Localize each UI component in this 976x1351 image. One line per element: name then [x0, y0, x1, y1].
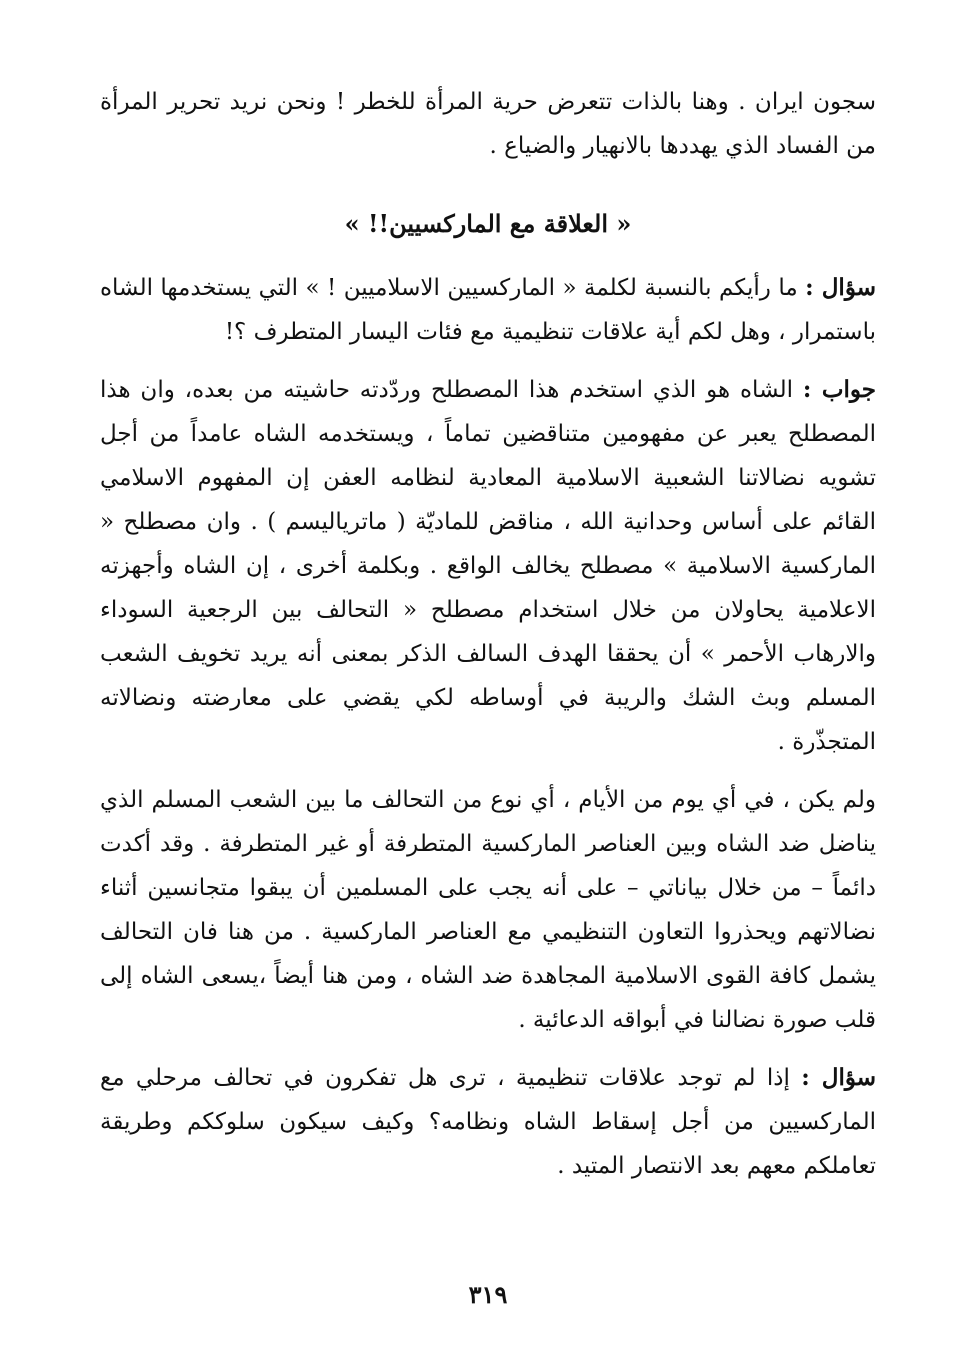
question-text: إذا لم توجد علاقات تنظيمية ، ترى هل تفكرون في تحالف مرحلي مع الماركسيين من أجل إسقاط الشاه ونظامه؟ وكيف سيكون سلوككم وطريقة تعاملكم معهم بعد الانتصار المتيد . — [100, 1065, 876, 1179]
question-text: ما رأيكم بالنسبة لكلمة « الماركسيين الاسلاميين ! » التي يستخدمها الشاه باستمرار ، وهل لكم أية علاقات تنظيمية مع فئات اليسار المتطرف ؟! — [100, 275, 876, 345]
answer-paragraph-2: ولم يكن ، في أي يوم من الأيام ، أي نوع من التحالف ما بين الشعب المسلم الذي يناضل ضد الشاه وبين العناصر الماركسية المتطرفة أو غير المتطرفة . وقد أكدت دائماً – من خلال بياناتي – على أنه يجب على المسلمين أن يبقوا متجانسين أثناء نضالاتهم ويحذروا التعاون التنظيمي مع العناصر الماركسية . من هنا فان التحالف يشمل كافة القوى الاسلامية المجاهدة ضد الشاه ، ومن هنا أيضاً ،يسعى الشاه إلى قلب صورة نضالنا في أبواقه الدعائية . — [100, 787, 876, 1033]
page-body — [100, 80, 876, 1311]
answer-label: جواب : — [802, 376, 876, 403]
answer-text: الشاه هو الذي استخدم هذا المصطلح وردّدته حاشيته من بعده، وان هذا المصطلح يعبر عن مفهومين متناقضين تماماً ، ويستخدمه الشاه عامداً من أجل تشويه نضالاتنا الشعبية الاسلامية المعادية لنظامه العفن إن المفهوم الاسلامي القائم على أساس وحدانية الله ، مناقض للماديّة ( ماترياليسم ) . وان مصطلح « الماركسية الاسلامية » مصطلح يخالف الواقع . وبكلمة أخرى ، إن الشاه وأجهزته الاعلامية يحاولان من خلال استخدام مصطلح « التحالف بين الرجعية السوداء والارهاب الأحمر » أن يحققا الهدف السالف الذكر بمعنى أنه يريد تخويف الشعب المسلم وبث الشك والريبة في أوساطه لكي يقضي على معارضته ونضالاته المتجذّرة . — [100, 377, 876, 755]
answer-paragraph-1 — [100, 368, 876, 764]
question-label: سؤال : — [801, 1064, 876, 1091]
question-label: سؤال : — [805, 274, 876, 301]
question-paragraph-2 — [100, 1056, 876, 1188]
question-paragraph-1 — [100, 266, 876, 354]
intro-paragraph: سجون ايران . وهنا بالذات تتعرض حرية المرأة للخطر ! ونحن نريد تحرير المرأة من الفساد الذي يهددها بالانهيار والضياع . — [100, 89, 876, 159]
page-number: ٣١٩ — [468, 1280, 508, 1309]
section-heading: « العلاقة مع الماركسيين!! » — [344, 209, 632, 238]
